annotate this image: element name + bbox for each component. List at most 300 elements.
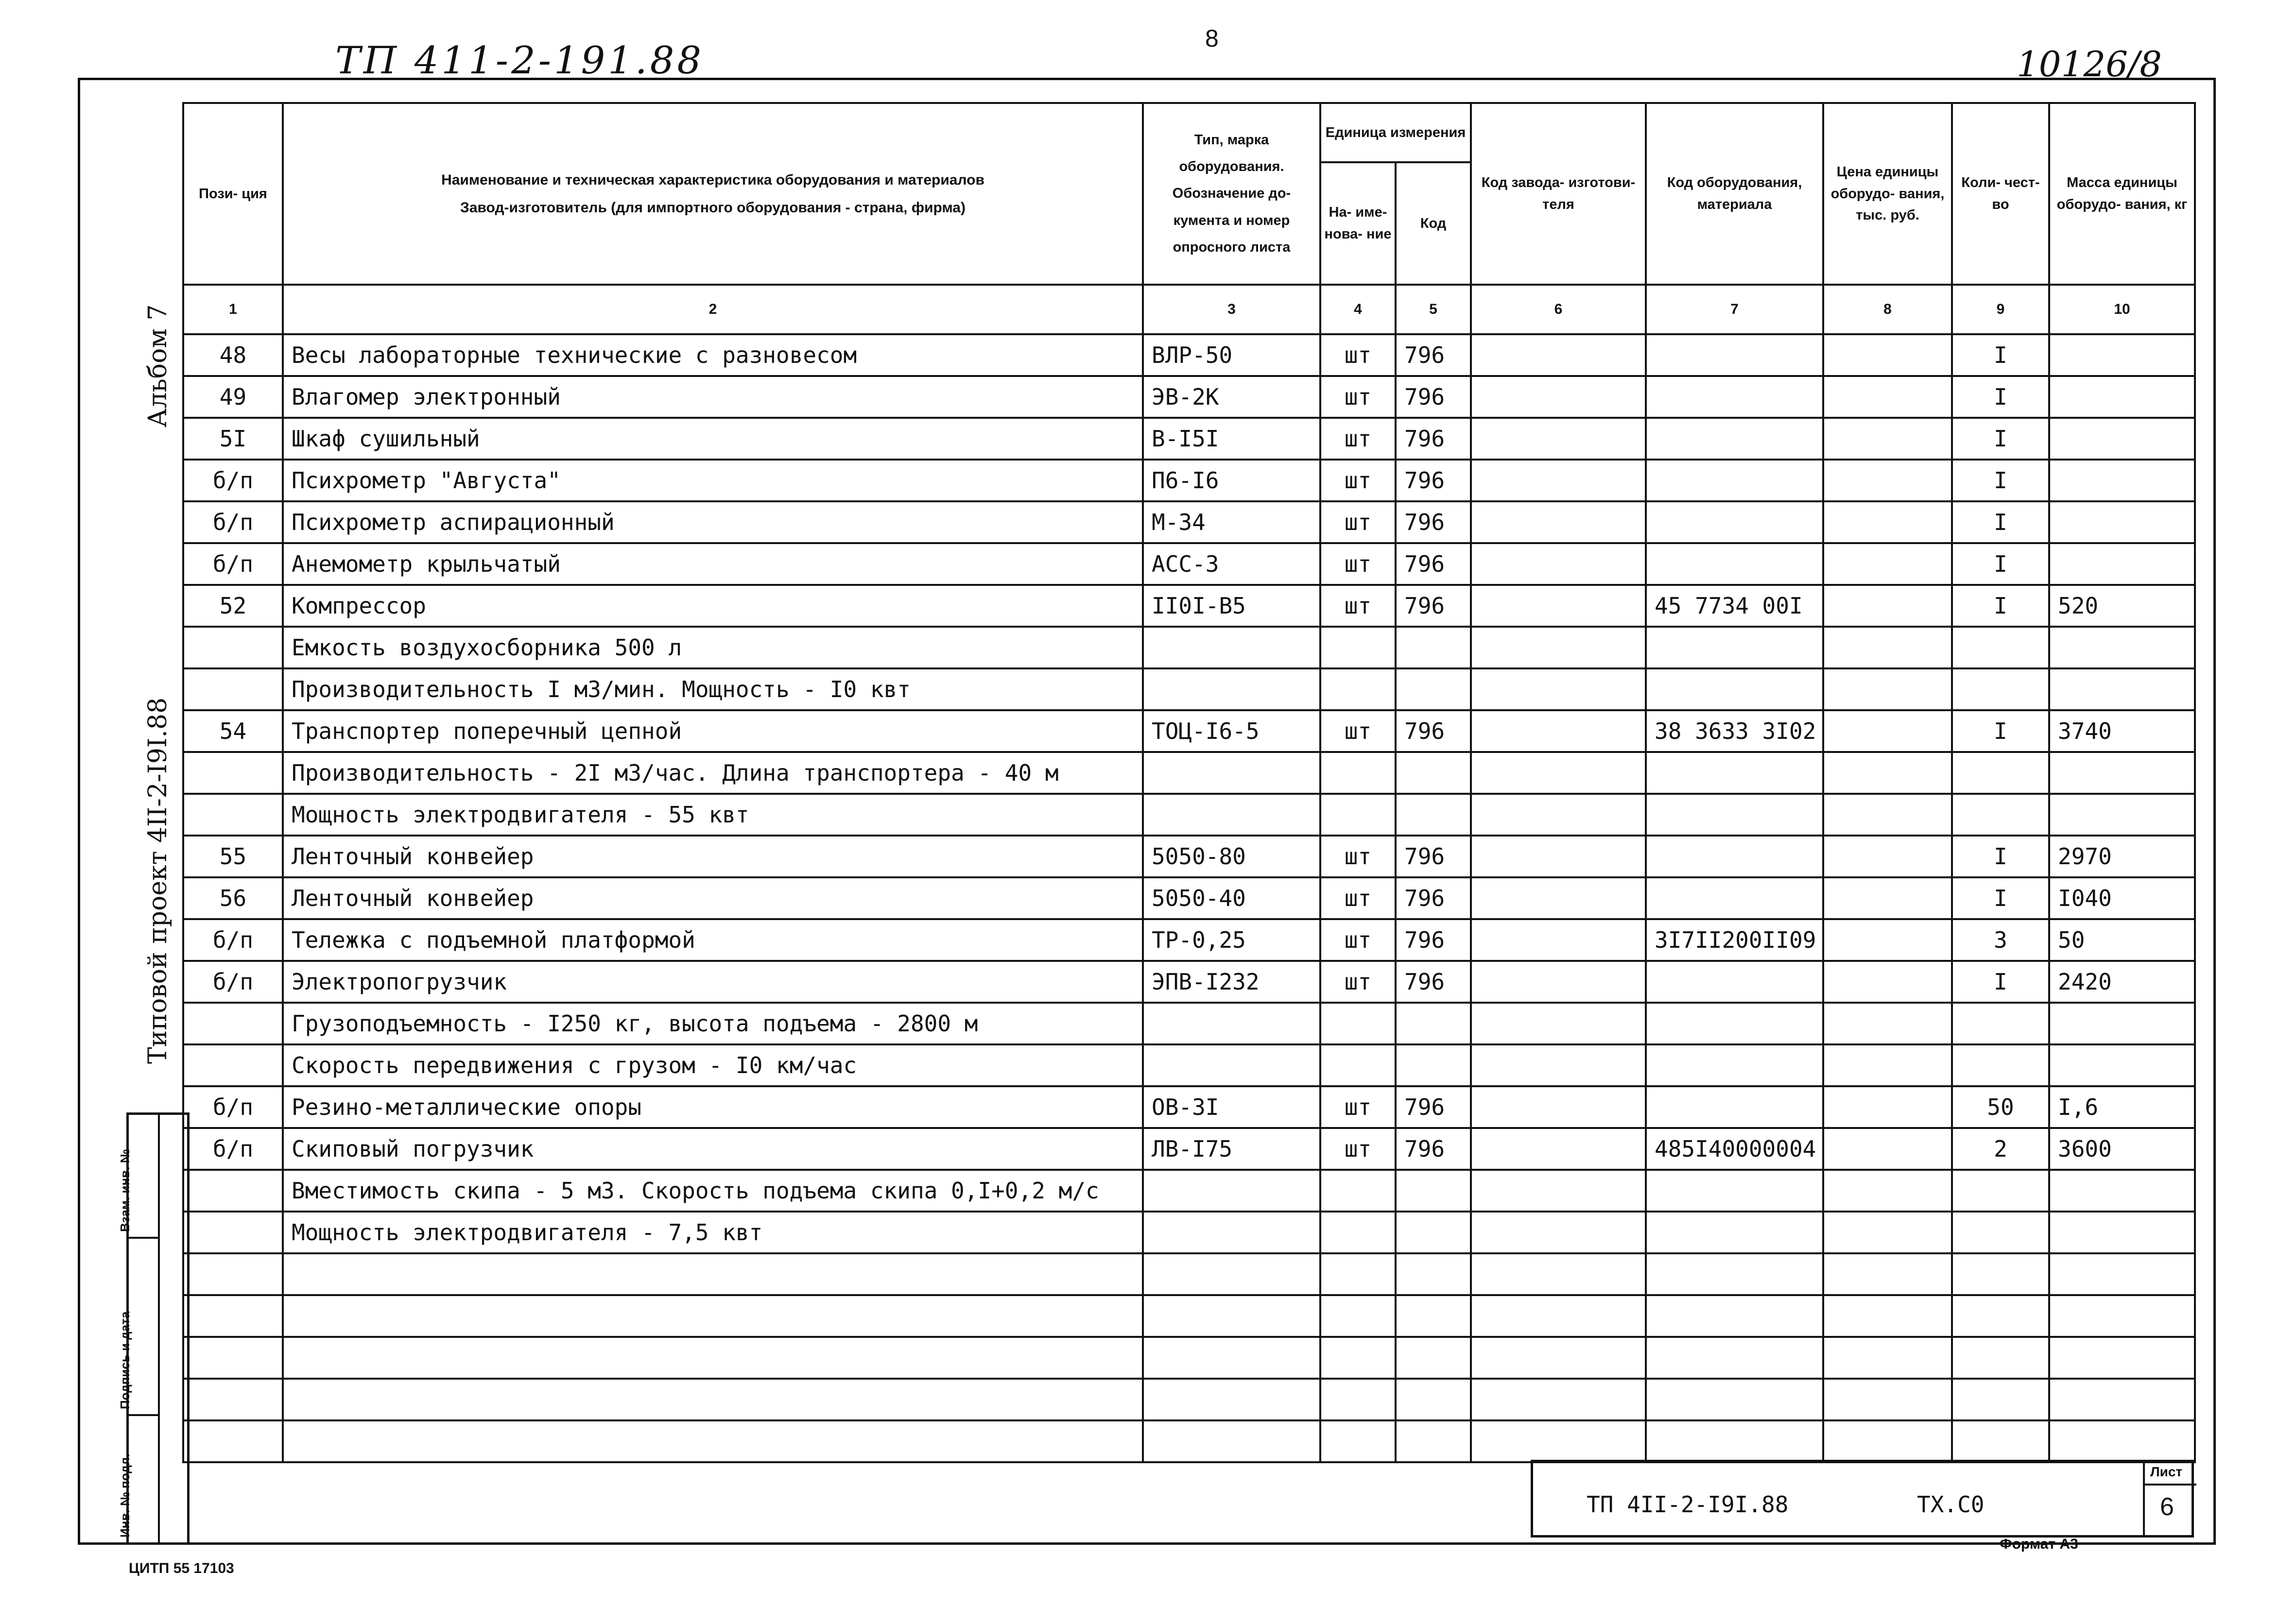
cell-unit: шт [1320, 877, 1396, 919]
side-album-label: Альбом 7 [143, 304, 173, 427]
cell-unit [1320, 1044, 1396, 1086]
column-number: 2 [283, 285, 1143, 334]
cell-position [183, 1253, 283, 1295]
cell-quantity: I [1952, 460, 2049, 501]
cell-price [1823, 460, 1952, 501]
cell-unit-code: 796 [1396, 961, 1471, 1003]
title-block-sheet-line [2143, 1484, 2196, 1486]
cell-price [1823, 418, 1952, 460]
cell-equipment-code [1646, 501, 1823, 543]
cell-price [1823, 1420, 1952, 1462]
publisher-label: ЦИТП 55 17103 [129, 1560, 234, 1576]
cell-unit [1320, 1420, 1396, 1462]
cell-type: 5050-80 [1143, 836, 1320, 877]
cell-factory-code [1471, 710, 1646, 752]
cell-factory-code [1471, 334, 1646, 376]
cell-mass: I,6 [2049, 1086, 2195, 1128]
cell-unit-code [1396, 668, 1471, 710]
cell-price [1823, 1170, 1952, 1212]
cell-factory-code [1471, 836, 1646, 877]
cell-name: Ленточный конвейер [283, 836, 1143, 877]
cell-type [1143, 1003, 1320, 1044]
stamp-original-label: Инв. № подл. [118, 1453, 132, 1538]
cell-price [1823, 585, 1952, 627]
cell-type [1143, 627, 1320, 668]
cell-type: ТОЦ-I6-5 [1143, 710, 1320, 752]
cell-mass [2049, 1212, 2195, 1253]
cell-name: Вместимость скипа - 5 м3. Скорость подъема скипа 0,I+0,2 м/с [283, 1170, 1143, 1212]
stamp-original [118, 1416, 158, 1542]
cell-price [1823, 334, 1952, 376]
cell-type: АСС-3 [1143, 543, 1320, 585]
header-equipment-code: Код оборудования, материала [1646, 103, 1823, 285]
header-quantity: Коли- чест- во [1952, 103, 2049, 285]
cell-equipment-code [1646, 1212, 1823, 1253]
cell-factory-code [1471, 1044, 1646, 1086]
cell-price [1823, 1337, 1952, 1379]
cell-position: 56 [183, 877, 283, 919]
cell-equipment-code [1646, 334, 1823, 376]
cell-name: Производительность - 2I м3/час. Длина транспортера - 40 м [283, 752, 1143, 794]
cell-quantity: 50 [1952, 1086, 2049, 1128]
page-number: 8 [1205, 25, 1219, 52]
cell-price [1823, 1212, 1952, 1253]
cell-unit-code [1396, 1379, 1471, 1420]
cell-position [183, 752, 283, 794]
cell-mass [2049, 1003, 2195, 1044]
cell-name: Влагомер электронный [283, 376, 1143, 418]
cell-quantity [1952, 1044, 2049, 1086]
cell-name: Скорость передвижения с грузом - I0 км/час [283, 1044, 1143, 1086]
cell-price [1823, 543, 1952, 585]
table-row [183, 1170, 2195, 1212]
cell-unit-code [1396, 1420, 1471, 1462]
cell-price [1823, 961, 1952, 1003]
cell-unit: шт [1320, 543, 1396, 585]
cell-equipment-code [1646, 794, 1823, 836]
cell-price [1823, 919, 1952, 961]
cell-position: б/п [183, 1086, 283, 1128]
table-row [183, 627, 2195, 668]
cell-equipment-code [1646, 1170, 1823, 1212]
cell-price [1823, 710, 1952, 752]
cell-factory-code [1471, 1086, 1646, 1128]
cell-unit: шт [1320, 1128, 1396, 1170]
cell-unit [1320, 1212, 1396, 1253]
cell-position: 48 [183, 334, 283, 376]
cell-mass [2049, 1337, 2195, 1379]
cell-quantity [1952, 752, 2049, 794]
cell-unit-code [1396, 752, 1471, 794]
cell-equipment-code [1646, 1044, 1823, 1086]
header-position: Пози- ция [183, 103, 283, 285]
cell-position: б/п [183, 961, 283, 1003]
cell-unit: шт [1320, 334, 1396, 376]
cell-unit: шт [1320, 376, 1396, 418]
cell-mass [2049, 543, 2195, 585]
column-number: 8 [1823, 285, 1952, 334]
cell-unit-code: 796 [1396, 418, 1471, 460]
cell-unit: шт [1320, 836, 1396, 877]
cell-position [183, 1420, 283, 1462]
cell-position [183, 1212, 283, 1253]
cell-mass: 2420 [2049, 961, 2195, 1003]
cell-quantity [1952, 627, 2049, 668]
format-label: Формат А3 [2000, 1536, 2078, 1552]
handwritten-sheet-ref: 10126/8 [2017, 44, 2162, 85]
cell-position [183, 1170, 283, 1212]
cell-type [1143, 752, 1320, 794]
cell-mass: 3600 [2049, 1128, 2195, 1170]
cell-equipment-code: 3I7II200II09 [1646, 919, 1823, 961]
table-row [183, 1003, 2195, 1044]
stamp-interchange [118, 1115, 158, 1239]
cell-quantity: I [1952, 418, 2049, 460]
cell-unit: шт [1320, 1086, 1396, 1128]
header-name-line1: Наименование и техническая характеристика оборудования и материалов [441, 172, 984, 188]
cell-unit-code: 796 [1396, 376, 1471, 418]
cell-name: Мощность электродвигателя - 7,5 квт [283, 1212, 1143, 1253]
cell-type: П6-I6 [1143, 460, 1320, 501]
title-block [1531, 1460, 2194, 1538]
cell-unit-code: 796 [1396, 1086, 1471, 1128]
cell-mass [2049, 627, 2195, 668]
table-row [183, 501, 2195, 543]
approval-stamp [118, 1112, 190, 1545]
cell-price [1823, 1086, 1952, 1128]
cell-name: Резино-металлические опоры [283, 1086, 1143, 1128]
cell-type [1143, 1170, 1320, 1212]
cell-type: II0I-В5 [1143, 585, 1320, 627]
table-row [183, 334, 2195, 376]
cell-name: Компрессор [283, 585, 1143, 627]
header-unit-code: Код [1396, 162, 1471, 285]
cell-price [1823, 627, 1952, 668]
cell-factory-code [1471, 794, 1646, 836]
cell-price [1823, 752, 1952, 794]
cell-factory-code [1471, 1128, 1646, 1170]
cell-price [1823, 1253, 1952, 1295]
column-number: 9 [1952, 285, 2049, 334]
cell-name: Производительность I м3/мин. Мощность - I0 квт [283, 668, 1143, 710]
cell-unit [1320, 1170, 1396, 1212]
cell-name: Мощность электродвигателя - 55 квт [283, 794, 1143, 836]
cell-quantity: I [1952, 877, 2049, 919]
cell-position: 54 [183, 710, 283, 752]
header-name-line2: Завод-изготовитель (для импортного оборудования - страна, фирма) [460, 200, 966, 216]
title-block-sheet-number: 6 [2160, 1493, 2174, 1521]
cell-equipment-code [1646, 877, 1823, 919]
cell-factory-code [1471, 668, 1646, 710]
cell-quantity: I [1952, 543, 2049, 585]
cell-unit: шт [1320, 585, 1396, 627]
cell-mass: 3740 [2049, 710, 2195, 752]
cell-name: Транспортер поперечный цепной [283, 710, 1143, 752]
stamp-signature-label: Подпись и дата [118, 1311, 132, 1409]
cell-equipment-code [1646, 752, 1823, 794]
cell-quantity [1952, 668, 2049, 710]
cell-type [1143, 1420, 1320, 1462]
cell-factory-code [1471, 961, 1646, 1003]
cell-quantity [1952, 1420, 2049, 1462]
cell-quantity [1952, 1379, 2049, 1420]
cell-quantity [1952, 1295, 2049, 1337]
cell-unit-code: 796 [1396, 543, 1471, 585]
cell-position [183, 668, 283, 710]
cell-factory-code [1471, 919, 1646, 961]
cell-equipment-code [1646, 1295, 1823, 1337]
header-name [283, 103, 1143, 285]
cell-equipment-code: 45 7734 00I [1646, 585, 1823, 627]
cell-name: Ленточный конвейер [283, 877, 1143, 919]
cell-quantity [1952, 1212, 2049, 1253]
cell-position: б/п [183, 543, 283, 585]
cell-equipment-code [1646, 668, 1823, 710]
cell-equipment-code [1646, 836, 1823, 877]
cell-equipment-code [1646, 418, 1823, 460]
cell-mass [2049, 1044, 2195, 1086]
cell-name: Электропогрузчик [283, 961, 1143, 1003]
cell-equipment-code: 485I40000004 [1646, 1128, 1823, 1170]
cell-mass [2049, 1295, 2195, 1337]
header-unit-name: На- име- нова- ние [1320, 162, 1396, 285]
cell-mass [2049, 1379, 2195, 1420]
cell-factory-code [1471, 501, 1646, 543]
handwritten-doc-code: ТП 411-2-191.88 [335, 39, 704, 83]
title-block-mark: ТХ.С0 [1917, 1491, 1985, 1518]
stamp-signature [118, 1239, 158, 1416]
cell-unit-code [1396, 794, 1471, 836]
cell-position [183, 1337, 283, 1379]
cell-type: ВЛР-50 [1143, 334, 1320, 376]
cell-name: Психрометр "Августа" [283, 460, 1143, 501]
cell-unit [1320, 1003, 1396, 1044]
cell-quantity [1952, 1170, 2049, 1212]
table-row [183, 376, 2195, 418]
cell-unit: шт [1320, 501, 1396, 543]
cell-position: 49 [183, 376, 283, 418]
cell-equipment-code [1646, 376, 1823, 418]
cell-unit-code: 796 [1396, 919, 1471, 961]
table-row [183, 668, 2195, 710]
cell-price [1823, 1379, 1952, 1420]
column-number-row [183, 285, 2195, 334]
cell-quantity: 2 [1952, 1128, 2049, 1170]
cell-factory-code [1471, 418, 1646, 460]
cell-type: М-34 [1143, 501, 1320, 543]
cell-quantity: I [1952, 961, 2049, 1003]
cell-mass [2049, 460, 2195, 501]
cell-equipment-code [1646, 1420, 1823, 1462]
header-factory-code: Код завода- изготови- теля [1471, 103, 1646, 285]
cell-factory-code [1471, 752, 1646, 794]
cell-position [183, 794, 283, 836]
cell-type: ТР-0,25 [1143, 919, 1320, 961]
cell-type [1143, 794, 1320, 836]
cell-mass [2049, 1253, 2195, 1295]
cell-unit-code [1396, 1170, 1471, 1212]
table-row [183, 1212, 2195, 1253]
header-row [183, 103, 2195, 162]
cell-type: ЭПВ-I232 [1143, 961, 1320, 1003]
cell-unit-code: 796 [1396, 334, 1471, 376]
cell-type: 5050-40 [1143, 877, 1320, 919]
cell-factory-code [1471, 1212, 1646, 1253]
cell-quantity: I [1952, 334, 2049, 376]
title-block-divider [2143, 1462, 2145, 1535]
table-row [183, 794, 2195, 836]
cell-mass [2049, 1420, 2195, 1462]
cell-factory-code [1471, 1379, 1646, 1420]
cell-name [283, 1253, 1143, 1295]
cell-factory-code [1471, 1003, 1646, 1044]
cell-mass [2049, 794, 2195, 836]
cell-unit [1320, 1295, 1396, 1337]
cell-unit [1320, 1253, 1396, 1295]
cell-quantity: 3 [1952, 919, 2049, 961]
title-block-code: ТП 4II-2-I9I.88 [1587, 1491, 1789, 1518]
cell-position: 5I [183, 418, 283, 460]
table-row [183, 919, 2195, 961]
cell-unit-code [1396, 1337, 1471, 1379]
table-row [183, 418, 2195, 460]
cell-quantity: I [1952, 836, 2049, 877]
cell-name: Емкость воздухосборника 500 л [283, 627, 1143, 668]
table-row [183, 1379, 2195, 1420]
side-project-label: Типовой проект 4II-2-I9I.88 [143, 697, 173, 1064]
column-number: 6 [1471, 285, 1646, 334]
table-row [183, 460, 2195, 501]
cell-quantity [1952, 794, 2049, 836]
table-row [183, 710, 2195, 752]
cell-position: б/п [183, 460, 283, 501]
table-row [183, 1253, 2195, 1295]
table-row [183, 877, 2195, 919]
cell-position [183, 627, 283, 668]
cell-unit: шт [1320, 961, 1396, 1003]
cell-unit-code: 796 [1396, 460, 1471, 501]
cell-name [283, 1295, 1143, 1337]
cell-unit-code: 796 [1396, 585, 1471, 627]
cell-mass: 520 [2049, 585, 2195, 627]
cell-quantity: I [1952, 501, 2049, 543]
cell-position [183, 1295, 283, 1337]
cell-name: Психрометр аспирационный [283, 501, 1143, 543]
cell-price [1823, 376, 1952, 418]
cell-equipment-code [1646, 460, 1823, 501]
cell-name: Скиповый погрузчик [283, 1128, 1143, 1170]
table-row [183, 1295, 2195, 1337]
cell-factory-code [1471, 1337, 1646, 1379]
header-price: Цена единицы оборудо- вания, тыс. руб. [1823, 103, 1952, 285]
cell-unit [1320, 1379, 1396, 1420]
cell-unit: шт [1320, 418, 1396, 460]
cell-equipment-code [1646, 1253, 1823, 1295]
cell-unit: шт [1320, 460, 1396, 501]
cell-unit: шт [1320, 919, 1396, 961]
cell-price [1823, 794, 1952, 836]
cell-quantity: I [1952, 376, 2049, 418]
cell-position: 52 [183, 585, 283, 627]
cell-factory-code [1471, 877, 1646, 919]
cell-quantity [1952, 1003, 2049, 1044]
column-number: 1 [183, 285, 283, 334]
cell-position: 55 [183, 836, 283, 877]
cell-mass [2049, 418, 2195, 460]
cell-position [183, 1003, 283, 1044]
cell-quantity [1952, 1337, 2049, 1379]
cell-equipment-code [1646, 1337, 1823, 1379]
cell-factory-code [1471, 376, 1646, 418]
cell-equipment-code [1646, 543, 1823, 585]
equipment-specification-table [182, 102, 2196, 1463]
table-row [183, 1086, 2195, 1128]
cell-unit-code: 796 [1396, 501, 1471, 543]
cell-unit [1320, 668, 1396, 710]
cell-mass [2049, 501, 2195, 543]
cell-quantity [1952, 1253, 2049, 1295]
cell-name [283, 1337, 1143, 1379]
cell-unit-code: 796 [1396, 710, 1471, 752]
cell-equipment-code [1646, 627, 1823, 668]
cell-name: Тележка с подъемной платформой [283, 919, 1143, 961]
cell-unit-code: 796 [1396, 877, 1471, 919]
cell-type [1143, 1295, 1320, 1337]
column-number: 7 [1646, 285, 1823, 334]
table-row [183, 1337, 2195, 1379]
cell-mass [2049, 752, 2195, 794]
stamp-divider [158, 1115, 160, 1542]
cell-unit [1320, 794, 1396, 836]
cell-factory-code [1471, 1253, 1646, 1295]
header-type: Тип, марка оборудования. Обозначение до- кумента и номер опросного листа [1143, 103, 1320, 285]
cell-mass: I040 [2049, 877, 2195, 919]
cell-unit [1320, 752, 1396, 794]
column-number: 4 [1320, 285, 1396, 334]
cell-price [1823, 877, 1952, 919]
cell-factory-code [1471, 1420, 1646, 1462]
column-number: 3 [1143, 285, 1320, 334]
cell-unit-code [1396, 1044, 1471, 1086]
cell-factory-code [1471, 1170, 1646, 1212]
cell-mass: 2970 [2049, 836, 2195, 877]
cell-factory-code [1471, 585, 1646, 627]
header-unit: Единица измерения [1320, 103, 1471, 162]
cell-factory-code [1471, 543, 1646, 585]
cell-unit [1320, 627, 1396, 668]
cell-name: Анемометр крыльчатый [283, 543, 1143, 585]
stamp-interchange-label: Взам. инв. № [118, 1149, 132, 1232]
cell-unit-code: 796 [1396, 1128, 1471, 1170]
cell-unit-code: 796 [1396, 836, 1471, 877]
cell-price [1823, 1128, 1952, 1170]
table-row [183, 836, 2195, 877]
cell-price [1823, 1044, 1952, 1086]
cell-unit: шт [1320, 710, 1396, 752]
header-mass: Масса единицы оборудо- вания, кг [2049, 103, 2195, 285]
cell-type [1143, 1044, 1320, 1086]
cell-name: Весы лабораторные технические с разновесом [283, 334, 1143, 376]
cell-factory-code [1471, 627, 1646, 668]
cell-position [183, 1379, 283, 1420]
table-row [183, 1128, 2195, 1170]
cell-type: ЛВ-I75 [1143, 1128, 1320, 1170]
table-row [183, 585, 2195, 627]
cell-mass: 50 [2049, 919, 2195, 961]
cell-price [1823, 1295, 1952, 1337]
cell-name: Грузоподъемность - I250 кг, высота подъема - 2800 м [283, 1003, 1143, 1044]
cell-unit-code [1396, 1253, 1471, 1295]
